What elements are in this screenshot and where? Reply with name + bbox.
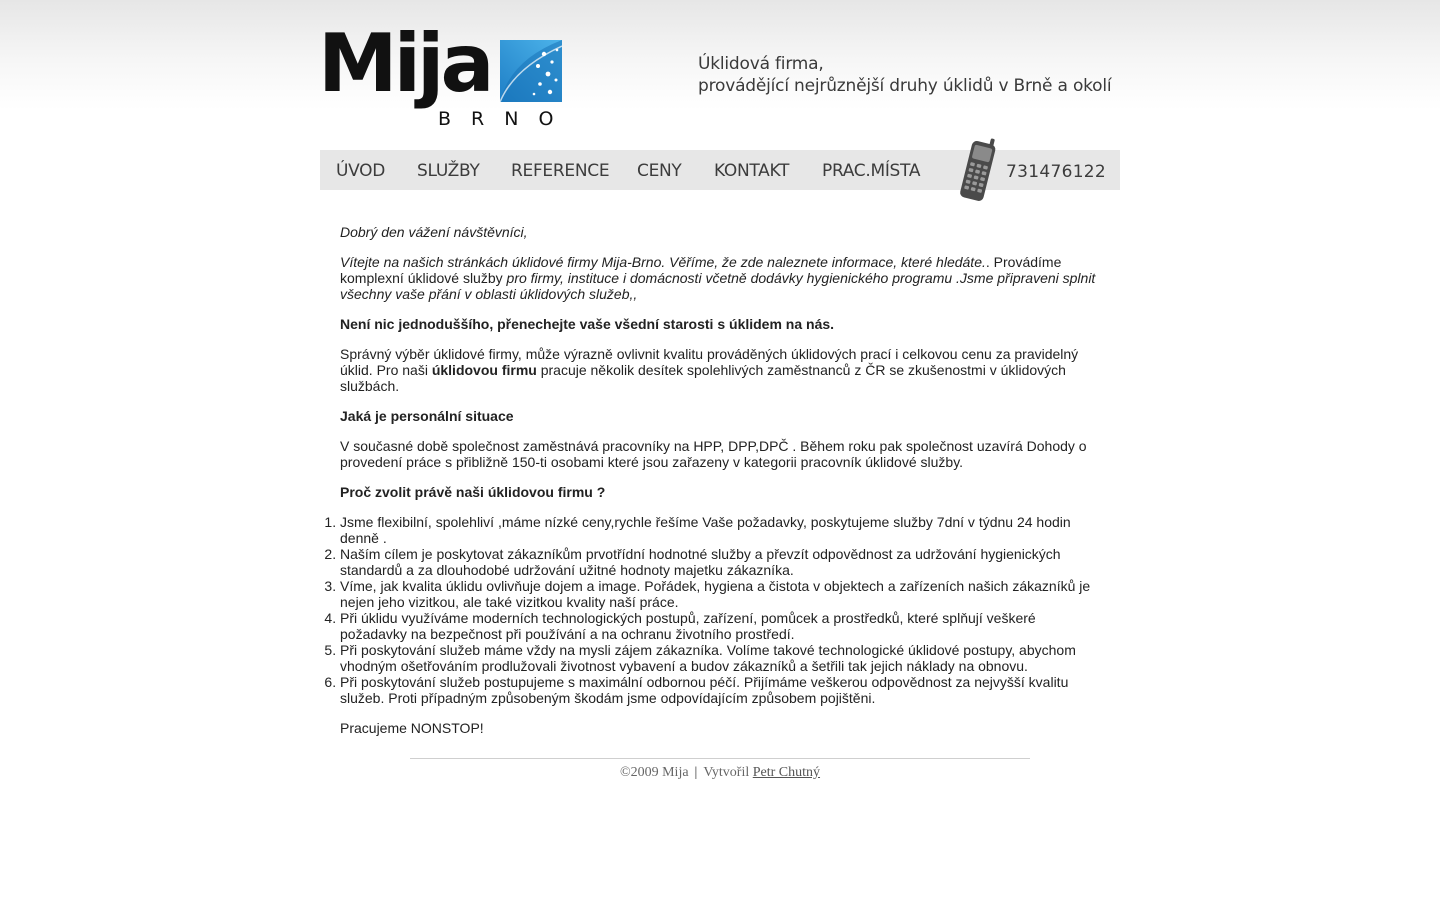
created-by-label: Vytvořil	[703, 765, 750, 780]
nav-item-kontakt[interactable]: KONTAKT	[714, 161, 790, 181]
paragraph-personnel: V současné době společnost zaměstnává pracovníky na HPP, DPP,DPČ . Během roku pak společnost uzavírá Dohody o provedení práce s přibližně 150-ti osobami které jsou zařazeny v kategorii pracovník úklidové služby.	[340, 438, 1087, 470]
nav-item-ceny[interactable]: CENY	[637, 161, 682, 181]
footer	[410, 758, 1030, 781]
list-item: 1. Jsme flexibilní, spolehliví ,máme nízké ceny,rychle řešíme Vaše požadavky, poskytujeme služby 7dní v týdnu 24 hodin denně .	[340, 514, 1100, 546]
nav-item-uvod[interactable]: ÚVOD	[336, 161, 386, 181]
nav-item-sluzby[interactable]: SLUŽBY	[417, 161, 480, 181]
blue-square-bubbles-logo-icon	[500, 40, 562, 102]
intro-em-1: Vítejte na našich stránkách úklidové firmy Mija-Brno. Věříme, že zde naleznete informace, které hledáte.	[340, 254, 986, 270]
main-nav	[320, 150, 1120, 190]
author-link[interactable]: Petr Chutný	[752, 765, 821, 780]
footer-separator: |	[694, 765, 698, 780]
nav-item-prac-mista[interactable]: PRAC.MÍSTA	[822, 161, 921, 181]
phone-number[interactable]: 731476122	[1006, 162, 1107, 182]
logo-wordmark: Mija	[318, 17, 491, 110]
closing-text: Pracujeme NONSTOP!	[340, 720, 484, 736]
mobile-phone-icon	[948, 136, 1008, 204]
tagline	[698, 53, 1111, 97]
list-item: 5. Při poskytování služeb máme vždy na mysli zájem zákazníka. Volíme takové technologické úklidové postupy, abychom vhodným ošetřováním prodlužovali životnost vybavení a budov zákazníků a šetřili tak jejich náklady na obnovu.	[340, 642, 1100, 674]
list-item: 6. Při poskytování služeb postupujeme s maximální odbornou péčí. Přijímáme veškerou odpovědnost za nejvyšší kvalitu služeb. Proti případným způsobeným škodám jsme odpovídajícím způsobem pojištěni.	[340, 674, 1100, 706]
paragraph-choice: Správný výběr úklidové firmy, může výrazně ovlivnit kvalitu prováděných úklidových prací i celkovou cenu za pravidelný úklid. Pro naši úklidovou firmu pracuje několik desítek spolehlivých zaměstnanců z ČR se zkušenostmi v úklidových službách.	[340, 346, 1079, 394]
list-item: 3. Víme, jak kvalita úklidu ovlivňuje dojem a image. Pořádek, hygiena a čistota v objektech a zařízeních našich zákazníků je nejen jeho vizitkou, ale také vizitkou kvality naší práce.	[340, 578, 1100, 610]
intro-em-2: pro firmy, instituce i domácnosti včetně dodávky hygienického programu .Jsme připraveni splnit všechny vaše přání v oblasti úklidových služeb,,	[340, 270, 1096, 302]
tagline-line-1: Úklidová firma,	[698, 54, 824, 74]
heading-simple: Není nic jednoduššího, přenechejte vaše všední starosti s úklidem na nás.	[340, 316, 835, 332]
intro-paragraph	[340, 254, 1100, 302]
reasons-list	[340, 514, 1100, 706]
greeting: Dobrý den vážení návštěvníci,	[340, 224, 528, 240]
heading-personnel: Jaká je personální situace	[340, 408, 514, 424]
list-item: 4. Při úklidu využíváme moderních technologických postupů, zařízení, pomůcek a prostředků, které splňují veškeré požadavky na bezpečnost při používání a na ochranu životního prostředí.	[340, 610, 1100, 642]
main-content	[320, 190, 1120, 736]
nav-item-reference[interactable]: REFERENCE	[511, 161, 610, 181]
page-wrapper	[320, 0, 1120, 900]
logo-subtitle: BRNO	[438, 108, 574, 130]
header	[320, 0, 1120, 150]
site-logo[interactable]	[318, 17, 574, 133]
copyright: ©2009 Mija	[619, 765, 689, 780]
heading-why: Proč zvolit právě naši úklidovou firmu ?	[340, 484, 606, 500]
tagline-line-2: provádějící nejrůznější druhy úklidů v Brně a okolí	[698, 76, 1112, 96]
intro-plain: . Provádíme komplexní úklidové služby	[340, 254, 1062, 286]
list-item: 2. Naším cílem je poskytovat zákazníkům prvotřídní hodnotné služby a převzít odpovědnost za udržování hygienických standardů a za dlouhodobé udržování užitné hodnoty majetku zákazníka.	[340, 546, 1100, 578]
